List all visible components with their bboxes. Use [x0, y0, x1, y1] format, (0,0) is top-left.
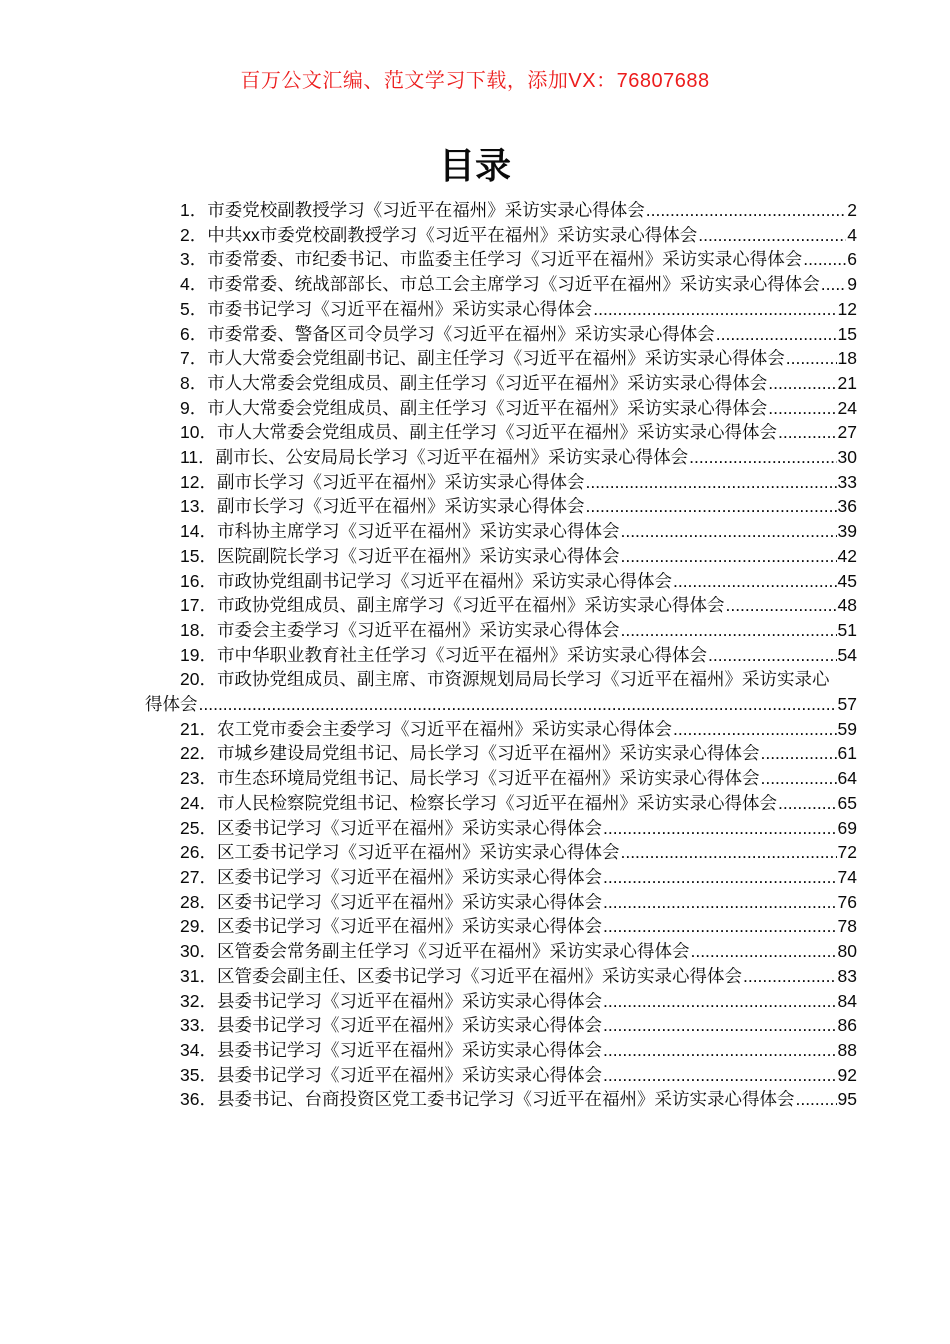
dot-leader	[803, 247, 846, 272]
toc-entry-page-number: 80	[837, 941, 857, 962]
toc-entry	[145, 346, 857, 371]
toc-entry	[145, 420, 857, 445]
toc-list	[145, 198, 857, 1112]
promo-banner-text: 百万公文汇编、范文学习下载，添加VX：76807688	[240, 70, 710, 92]
toc-entry-page-number: 57	[837, 694, 857, 715]
toc-entry	[145, 593, 857, 618]
toc-entry-label: 33．县委书记学习《习近平在福州》采访实录心得体会	[180, 1015, 602, 1036]
toc-entry-label: 1．市委党校副教授学习《习近平在福州》采访实录心得体会	[180, 200, 645, 220]
toc-entry-label: 3．市委常委、市纪委书记、市监委主任学习《习近平在福州》采访实录心得体会	[180, 249, 803, 270]
dot-leader	[620, 519, 836, 544]
toc-entry	[145, 741, 857, 766]
toc-entry-label: 15．医院副院长学习《习近平在福州》采访实录心得体会	[180, 545, 620, 566]
toc-entry-page-number: 27	[837, 422, 857, 443]
dot-leader	[603, 989, 837, 1014]
dot-leader	[768, 371, 836, 396]
toc-entry-label: 36．县委书记、台商投资区党工委书记学习《习近平在福州》采访实录心得体会	[180, 1089, 795, 1110]
toc-entry-label: 25．区委书记学习《习近平在福州》采访实录心得体会	[180, 817, 602, 838]
toc-title: 目录	[438, 145, 511, 186]
toc-entry-page-number: 95	[837, 1089, 857, 1110]
toc-entry	[145, 519, 857, 544]
toc-entry-page-number: 45	[837, 570, 857, 591]
toc-entry-label: 13．副市长学习《习近平在福州》采访实录心得体会	[180, 496, 585, 517]
toc-entry	[145, 791, 857, 816]
toc-entry-label: 26．区工委书记学习《习近平在福州》采访实录心得体会	[180, 842, 620, 863]
toc-entry-page-number: 12	[837, 298, 857, 319]
toc-entry-label: 6．市委常委、警备区司令员学习《习近平在福州》采访实录心得体会	[180, 323, 715, 344]
toc-entry-page-number: 48	[837, 595, 857, 616]
toc-entry-page-number: 84	[837, 990, 857, 1011]
toc-entry	[145, 297, 857, 322]
toc-entry-label: 11．副市长、公安局局长学习《习近平在福州》采访实录心得体会	[180, 447, 689, 468]
toc-entry	[145, 989, 857, 1014]
toc-entry-page-number: 64	[837, 768, 857, 789]
toc-entry	[145, 470, 857, 495]
toc-entry-label: 29．区委书记学习《习近平在福州》采访实录心得体会	[180, 916, 602, 937]
toc-entry-page-number: 74	[837, 866, 857, 887]
toc-entry	[145, 890, 857, 915]
toc-entry-label: 23．市生态环境局党组书记、局长学习《习近平在福州》采访实录心得体会	[180, 768, 760, 789]
toc-entry-label: 34．县委书记学习《习近平在福州》采访实录心得体会	[180, 1039, 602, 1060]
dot-leader	[603, 865, 837, 890]
toc-entry	[145, 223, 857, 248]
dot-leader	[585, 470, 836, 495]
toc-entry-page-number: 72	[837, 842, 857, 863]
toc-entry	[145, 445, 857, 470]
toc-entry	[145, 865, 857, 890]
toc-entry	[145, 766, 857, 791]
dot-leader	[716, 322, 837, 347]
toc-entry-label: 31．区管委会副主任、区委书记学习《习近平在福州》采访实录心得体会	[180, 965, 742, 986]
toc-entry-page-number: 86	[837, 1015, 857, 1036]
toc-entry	[145, 939, 857, 964]
toc-entry	[145, 816, 857, 841]
dot-leader	[620, 840, 836, 865]
dot-leader	[689, 445, 836, 470]
toc-entry-label: 35．县委书记学习《习近平在福州》采访实录心得体会	[180, 1064, 602, 1085]
dot-leader	[725, 593, 836, 618]
toc-entry-page-number: 65	[837, 792, 857, 813]
toc-entry	[145, 396, 857, 421]
toc-entry	[145, 840, 857, 865]
toc-entry-label: 30．区管委会常务副主任学习《习近平在福州》采访实录心得体会	[180, 941, 690, 962]
toc-entry-label: 10．市人大常委会党组成员、副主任学习《习近平在福州》采访实录心得体会	[180, 422, 777, 443]
toc-entry-label: 14．市科协主席学习《习近平在福州》采访实录心得体会	[180, 521, 620, 542]
toc-entry-label: 28．区委书记学习《习近平在福州》采访实录心得体会	[180, 891, 602, 912]
dot-leader	[786, 346, 837, 371]
dot-leader	[603, 1013, 837, 1038]
toc-entry	[145, 1038, 857, 1063]
dot-leader	[603, 914, 837, 939]
toc-entry	[145, 618, 857, 643]
dot-leader	[593, 297, 836, 322]
dot-leader	[646, 198, 847, 223]
toc-entry	[145, 198, 857, 223]
dot-leader	[778, 791, 837, 816]
toc-entry-label: 32．县委书记学习《习近平在福州》采访实录心得体会	[180, 990, 602, 1011]
toc-entry	[145, 544, 857, 569]
toc-entry-label: 8．市人大常委会党组成员、副主任学习《习近平在福州》采访实录心得体会	[180, 372, 768, 393]
toc-entry	[145, 643, 857, 668]
toc-entry-label: 得体会	[145, 694, 198, 715]
toc-entry-label: 2．中共xx市委党校副教授学习《习近平在福州》采访实录心得体会	[180, 224, 698, 245]
toc-entry-page-number: 39	[837, 521, 857, 542]
toc-entry-page-number: 51	[837, 619, 857, 640]
toc-entry-page-number: 76	[837, 891, 857, 912]
dot-leader	[620, 544, 836, 569]
dot-leader	[795, 1087, 836, 1112]
toc-entry-page-number: 33	[837, 471, 857, 492]
dot-leader	[698, 223, 846, 248]
toc-entry	[145, 1013, 857, 1038]
toc-entry	[145, 371, 857, 396]
toc-entry-page-number: 69	[837, 817, 857, 838]
dot-leader	[603, 1038, 837, 1063]
toc-entry	[145, 692, 857, 717]
toc-entry-label: 5．市委书记学习《习近平在福州》采访实录心得体会	[180, 298, 593, 319]
toc-entry-label: 12．副市长学习《习近平在福州》采访实录心得体会	[180, 471, 585, 492]
dot-leader	[690, 939, 836, 964]
dot-leader	[673, 717, 837, 742]
dot-leader	[603, 1063, 837, 1088]
toc-entry	[145, 914, 857, 939]
toc-entry-page-number: 21	[837, 372, 857, 393]
toc-entry-label: 20．市政协党组成员、副主席、市资源规划局局长学习《习近平在福州》采访实录心	[180, 669, 830, 690]
toc-entry-page-number: 83	[837, 965, 857, 986]
toc-entry	[145, 1087, 857, 1112]
toc-entry-page-number: 92	[837, 1064, 857, 1085]
toc-entry-label: 21．农工党市委会主委学习《习近平在福州》采访实录心得体会	[180, 718, 672, 739]
toc-entry	[145, 667, 857, 692]
toc-entry	[145, 964, 857, 989]
toc-entry	[145, 569, 857, 594]
toc-entry-page-number: 54	[837, 644, 857, 665]
toc-entry-page-number: 36	[837, 496, 857, 517]
toc-entry-page-number: 9	[847, 274, 857, 295]
toc-entry-page-number: 6	[847, 249, 857, 270]
dot-leader	[768, 396, 836, 421]
toc-entry	[145, 322, 857, 347]
toc-entry-page-number: 4	[847, 224, 857, 245]
toc-entry-page-number: 42	[837, 545, 857, 566]
dot-leader	[585, 494, 836, 519]
toc-entry	[145, 494, 857, 519]
toc-entry-label: 18．市委会主委学习《习近平在福州》采访实录心得体会	[180, 619, 620, 640]
toc-entry-page-number: 24	[837, 397, 857, 418]
toc-entry-page-number: 15	[837, 323, 857, 344]
toc-entry	[145, 717, 857, 742]
dot-leader	[821, 272, 847, 297]
toc-entry-label: 22．市城乡建设局党组书记、局长学习《习近平在福州》采访实录心得体会	[180, 743, 760, 764]
toc-entry-label: 17．市政协党组成员、副主席学习《习近平在福州》采访实录心得体会	[180, 595, 725, 616]
dot-leader	[708, 643, 837, 668]
dot-leader	[620, 618, 836, 643]
dot-leader	[673, 569, 837, 594]
dot-leader	[743, 964, 837, 989]
toc-entry	[145, 272, 857, 297]
toc-entry	[145, 247, 857, 272]
toc-entry-page-number: 59	[837, 718, 857, 739]
dot-leader	[778, 420, 837, 445]
dot-leader	[603, 816, 837, 841]
dot-leader	[760, 766, 836, 791]
toc-entry-label: 19．市中华职业教育社主任学习《习近平在福州》采访实录心得体会	[180, 644, 707, 665]
dot-leader	[760, 741, 836, 766]
toc-entry-page-number: 2	[847, 200, 857, 220]
toc-entry-label: 9．市人大常委会党组成员、副主任学习《习近平在福州》采访实录心得体会	[180, 397, 768, 418]
toc-entry-label: 4．市委常委、统战部部长、市总工会主席学习《习近平在福州》采访实录心得体会	[180, 274, 820, 295]
toc-entry-page-number: 61	[837, 743, 857, 764]
dot-leader	[603, 890, 837, 915]
dot-leader	[199, 692, 837, 717]
toc-entry-page-number: 30	[837, 447, 857, 468]
toc-entry-label: 27．区委书记学习《习近平在福州》采访实录心得体会	[180, 866, 602, 887]
toc-entry	[145, 1063, 857, 1088]
toc-entry-label: 16．市政协党组副书记学习《习近平在福州》采访实录心得体会	[180, 570, 672, 591]
toc-entry-page-number: 18	[837, 348, 857, 369]
toc-entry-label: 7．市人大常委会党组副书记、副主任学习《习近平在福州》采访实录心得体会	[180, 348, 785, 369]
toc-entry-label: 24．市人民检察院党组书记、检察长学习《习近平在福州》采访实录心得体会	[180, 792, 777, 813]
toc-entry-page-number: 78	[837, 916, 857, 937]
toc-entry-page-number: 88	[837, 1039, 857, 1060]
